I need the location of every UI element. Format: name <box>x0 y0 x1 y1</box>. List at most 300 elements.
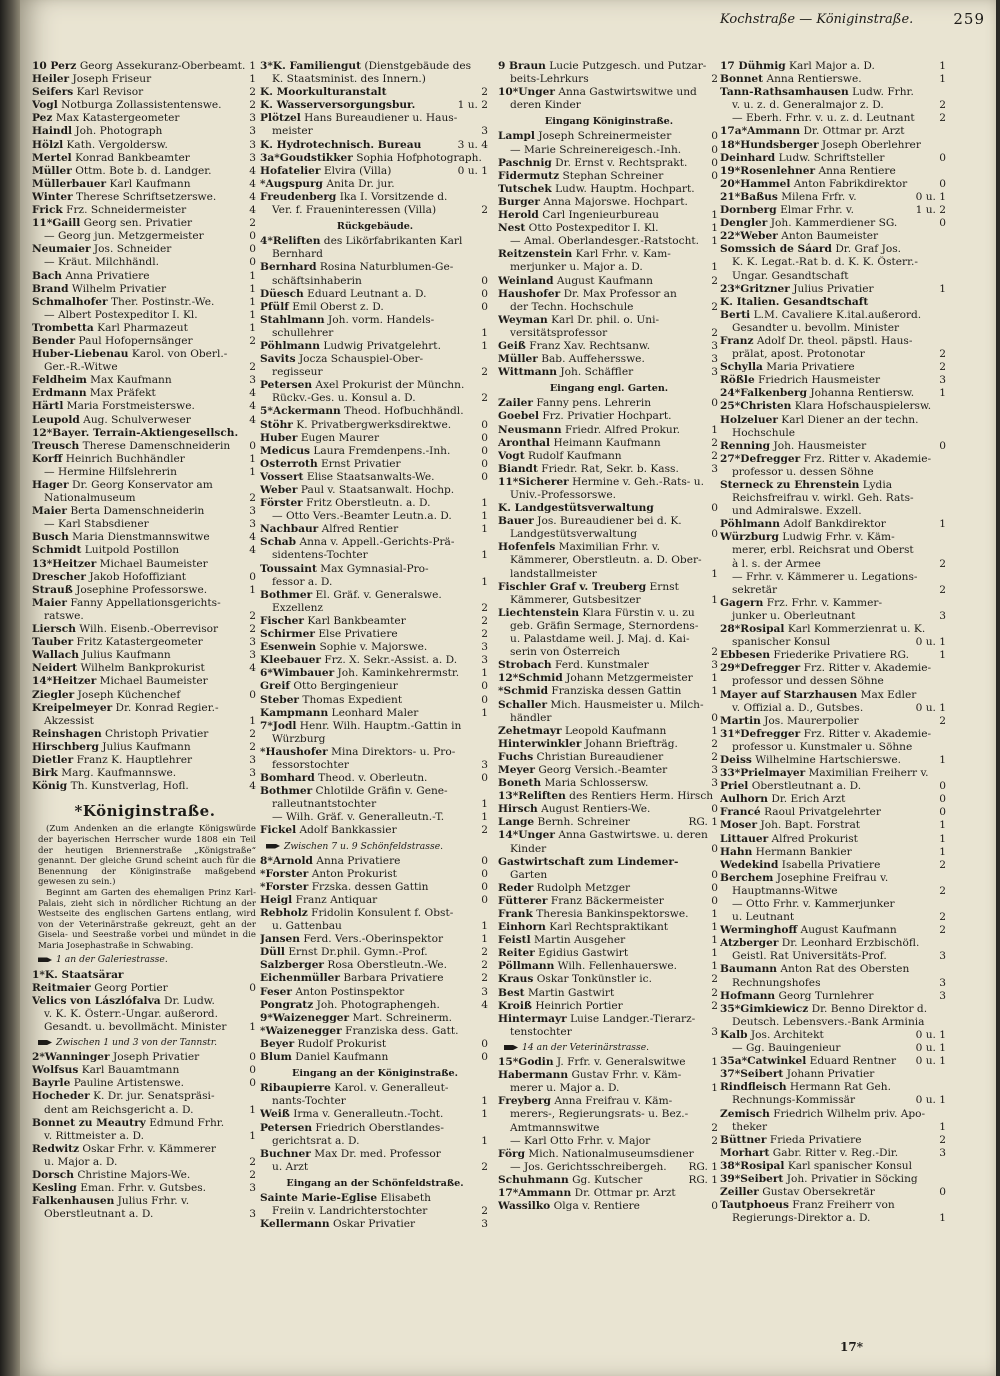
entry-detail: Klara Hofschauspielersw. <box>794 400 932 413</box>
floor-number: 1 <box>939 649 946 662</box>
entry-detail: Chlotilde Gräfin v. Gene- <box>315 785 448 798</box>
entry-name: Stahlmann <box>260 313 325 326</box>
entry-detail: Else Privatiere <box>318 628 398 641</box>
entry-detail: Friedr. Rat, Sekr. b. Kass. <box>541 462 679 475</box>
entry-detail: Wilhelmine Hartschierswe. <box>755 753 902 766</box>
entry-detail: Anna Majorswe. Hochpart. <box>543 195 688 208</box>
directory-entry <box>32 584 258 597</box>
entry-detail: Maria Forstmeisterswe. <box>66 400 195 413</box>
floor-number: 3 <box>711 462 718 475</box>
entry-name: Heigl <box>260 893 293 906</box>
entry-detail: Therese Damenschneiderin <box>82 439 231 452</box>
directory-entry <box>32 995 258 1008</box>
directory-entry <box>498 209 720 222</box>
floor-number: 2 <box>939 99 946 112</box>
entry-detail: Olga v. Rentiere <box>553 1200 640 1213</box>
entry-detail: Karl Revisor <box>76 86 144 99</box>
floor-number: 0 <box>481 300 488 313</box>
entry-name: Sainte Marie-Eglise <box>260 1191 378 1204</box>
entry-name: Deiss <box>720 753 752 766</box>
directory-entry <box>720 1173 948 1186</box>
floor-number: 0 <box>711 803 718 816</box>
directory-entry <box>260 933 490 946</box>
entry-detail: Mina Direktors- u. Pro- <box>331 745 456 758</box>
floor-number: 3 <box>939 950 946 963</box>
directory-entry <box>498 921 720 934</box>
directory-entry <box>260 314 490 327</box>
entry-name: 6*Wimbauer <box>260 667 335 680</box>
entry-name: Pongratz <box>260 998 314 1011</box>
directory-entry <box>260 235 490 248</box>
entry-detail: Nationalmuseum <box>44 492 136 505</box>
entry-detail: Ernst Dr.phil. Gymn.-Prof. <box>288 946 428 959</box>
floor-number: 3 <box>939 1146 946 1159</box>
directory-entry <box>498 973 720 986</box>
entry-name: Kroiß <box>498 999 532 1012</box>
street-title: *Königinstraße. <box>74 802 216 821</box>
entry-detail: merers-, Regierungsrats- u. Bez.- <box>510 1108 689 1121</box>
entry-name: Reinshagen <box>32 727 102 740</box>
directory-entry <box>32 217 258 230</box>
entry-detail: Jos. Bureaudiener bei d. K. <box>537 515 682 528</box>
entry-name: Habermann <box>498 1069 569 1082</box>
entry-detail: Berta Damenschneiderin <box>70 505 205 518</box>
directory-entry-continuation <box>260 759 490 772</box>
entry-detail: — Marie Schreinereigesch.-Inh. <box>510 143 682 156</box>
floor-number: 1 <box>481 1108 488 1121</box>
entry-name: 31*Defregger <box>720 727 801 740</box>
directory-entry <box>720 361 948 374</box>
entry-detail: schullehrer <box>272 326 334 339</box>
directory-entry <box>32 165 258 178</box>
entry-detail: serin von Österreich <box>510 646 621 659</box>
floor-number: 0 u. 1 <box>915 1042 946 1055</box>
entry-detail: K. K. Legat.-Rat b. d. K. K. Österr.- <box>732 256 918 269</box>
directory-entry <box>260 628 490 641</box>
entry-list <box>32 1051 258 1221</box>
entry-name: *Schmid <box>498 685 548 698</box>
directory-entry <box>498 130 720 143</box>
entry-detail: Anita Dr. jur. <box>326 177 395 190</box>
floor-number: 2 <box>711 436 718 449</box>
entry-detail: Bab. Auffehersswe. <box>541 353 645 366</box>
entry-detail: Max Edler <box>860 688 917 701</box>
directory-entry <box>32 741 258 754</box>
floor-number: 2 <box>249 1155 256 1168</box>
entry-name: Hofatelier <box>260 164 321 177</box>
directory-entry-continuation <box>260 125 490 138</box>
entry-name: Fuchs <box>498 750 534 763</box>
entry-name: Weber <box>260 484 298 496</box>
directory-entry <box>720 230 948 243</box>
floor-number: 1 <box>711 672 718 685</box>
entry-name: Mertel <box>32 151 72 164</box>
directory-entry <box>498 1069 720 1082</box>
entry-name: Salzberger <box>260 959 325 972</box>
entry-name: Tutschek <box>498 182 552 195</box>
floor-number: 1 u. 2 <box>457 99 488 112</box>
entry-name: Herold <box>498 209 539 222</box>
entry-name: Lampl <box>498 130 535 143</box>
entry-detail: fessorstochter <box>272 758 349 771</box>
directory-entry-continuation <box>720 977 948 990</box>
entry-detail: Pauline Artistenswe. <box>73 1077 185 1090</box>
entry-name: Blum <box>260 1051 292 1064</box>
directory-entry <box>260 563 490 576</box>
directory-entry <box>720 374 948 387</box>
entry-list <box>720 60 948 1225</box>
entry-detail: Karl Bauamtmann <box>81 1064 180 1077</box>
floor-number: 2 <box>939 361 946 374</box>
entry-name: Nest <box>498 222 526 235</box>
directory-entry <box>260 1082 490 1095</box>
floor-number: 2 <box>939 1133 946 1146</box>
floor-number: 4 <box>249 177 256 190</box>
entry-detail: K. Staatsminist. des Innern.) <box>272 73 426 86</box>
entry-list <box>32 60 258 793</box>
directory-entry <box>260 340 490 353</box>
directory-entry <box>498 607 720 620</box>
entry-detail: der Techn. Hochschule <box>510 300 634 313</box>
directory-entry <box>32 1077 258 1090</box>
directory-entry-continuation <box>32 1008 258 1021</box>
entry-detail: K. Dr. jur. Senatspräsi- <box>93 1090 215 1103</box>
directory-entry <box>498 235 720 248</box>
directory-entry <box>260 1108 490 1121</box>
directory-entry-continuation <box>720 636 948 649</box>
directory-entry-continuation <box>720 427 948 440</box>
entry-detail: Max Dr. med. Professor <box>314 1147 441 1160</box>
directory-entry <box>260 772 490 785</box>
entry-detail: Joseph Friseur <box>72 73 152 86</box>
entry-detail: Lydia <box>862 479 893 491</box>
floor-number: 0 <box>711 894 718 907</box>
floor-number: 3 <box>249 112 256 125</box>
entry-name: Frank <box>498 908 533 920</box>
entry-detail: des Rentiers Herm. Hirsch <box>569 790 714 803</box>
floor-number: 0 <box>249 230 256 243</box>
directory-entry-continuation <box>498 261 720 274</box>
entry-detail: Joseph Privatier <box>113 1051 200 1064</box>
directory-entry <box>260 680 490 693</box>
directory-entry <box>260 484 490 497</box>
directory-entry <box>32 152 258 165</box>
entry-detail: landstallmeister <box>510 567 597 580</box>
directory-entry-continuation <box>720 322 948 335</box>
entry-detail: Klara Fürstin v. u. zu <box>582 606 695 619</box>
entry-detail: Carl Ingenieurbureau <box>542 209 659 222</box>
entry-name: Wittmann <box>498 366 558 379</box>
entry-detail: Christoph Privatier <box>105 727 209 740</box>
directory-entry-continuation <box>32 610 258 623</box>
directory-entry <box>498 1122 720 1135</box>
entry-name: Korff <box>32 452 63 465</box>
entry-name: Würzburg <box>720 531 779 544</box>
entry-name: Deinhard <box>720 151 776 164</box>
directory-entry-continuation <box>260 920 490 933</box>
directory-entry-continuation <box>498 489 720 502</box>
floor-number: 2 <box>939 583 946 596</box>
directory-entry <box>720 584 948 597</box>
entry-detail: Rosa Oberstleutn.-We. <box>327 959 447 972</box>
entry-name: Trombetta <box>32 321 94 334</box>
floor-number: 3 <box>249 1182 256 1195</box>
floor-number: 2 <box>711 1121 718 1134</box>
entry-detail: merjunker u. Major a. D. <box>510 261 643 274</box>
directory-entry-continuation <box>498 99 720 112</box>
entry-name: Fickel <box>260 824 297 837</box>
entry-detail: Jocza Schauspiel-Ober- <box>298 353 424 366</box>
entry-name: 11*Gaill <box>32 217 81 230</box>
directory-entry <box>498 803 720 816</box>
floor-number: 1 <box>249 60 256 72</box>
entry-name: Weyman <box>498 313 548 326</box>
entry-detail: Würzburg <box>272 732 326 745</box>
floor-number: 2 <box>711 750 718 763</box>
floor-number: 2 <box>481 392 488 405</box>
directory-entry <box>32 191 258 204</box>
directory-entry <box>720 728 948 741</box>
entry-detail: Julius Kaufmann <box>82 649 171 662</box>
entry-name: Müllerbauer <box>32 177 107 190</box>
entry-name: Zemisch <box>720 1107 770 1120</box>
floor-number: 0 <box>481 418 488 431</box>
floor-number: 2 <box>711 274 718 287</box>
directory-entry <box>498 987 720 1000</box>
floor-number: 2 <box>249 334 256 347</box>
entry-detail: schäftsinhaberin <box>272 274 362 287</box>
entry-name: Einhorn <box>498 921 546 934</box>
directory-entry <box>32 982 258 995</box>
floor-number: 0 <box>481 880 488 893</box>
entry-detail: — Wilh. Gräf. v. Generalleutn.-T. <box>272 811 445 824</box>
floor-number: 1 <box>481 706 488 719</box>
entry-name: Strauß <box>32 583 73 596</box>
entry-name: Frick <box>32 204 63 217</box>
floor-number: 0 <box>711 130 718 143</box>
directory-entry <box>32 662 258 675</box>
floor-number: 3 <box>249 505 256 518</box>
entry-name: 11*Sicherer <box>498 475 569 488</box>
floor-number: 2 <box>481 1160 488 1173</box>
directory-entry <box>720 898 948 911</box>
entry-detail: Egidius Gastwirt <box>538 947 629 960</box>
entry-list <box>498 60 720 1213</box>
entry-detail: Dr. Graf Jos. <box>835 243 902 256</box>
entry-detail: Karl Diener an der techn. <box>781 413 919 426</box>
entry-name: Lange <box>498 816 535 829</box>
entry-name: Schmidt <box>32 544 82 557</box>
entry-detail: Anton Rat des Obersten <box>780 963 910 976</box>
floor-number: 2 <box>481 204 488 217</box>
entry-name: Buchner <box>260 1147 311 1160</box>
entry-detail: Oberstleutnant a. D. <box>751 780 862 793</box>
floor-number: 1 <box>249 1103 256 1116</box>
entry-detail: Friedr. Alfred Prokur. <box>564 423 680 436</box>
entry-name: Hirsch <box>498 803 538 816</box>
directory-entry-continuation <box>32 361 258 374</box>
entry-detail: Heinrich Portier <box>535 999 623 1012</box>
entry-name: Ziegler <box>32 688 75 701</box>
entry-detail: August Kaufmann <box>800 924 897 937</box>
floor-number: 1 <box>939 518 946 531</box>
entry-name: Eichenmüller <box>260 972 340 985</box>
directory-entry <box>720 217 948 230</box>
floor-number: 0 <box>711 881 718 894</box>
entry-detail: Franziska dess. Gatt. <box>345 1024 459 1037</box>
floor-number: 1 <box>481 510 488 523</box>
floor-number: 0 <box>711 143 718 156</box>
entry-detail: Rudolf Kaufmann <box>528 449 622 462</box>
floor-number: 0 <box>939 793 946 806</box>
directory-entry <box>260 720 490 733</box>
entry-name: Ribaupierre <box>260 1082 331 1095</box>
entry-detail: Karl Rechtspraktikant <box>549 921 669 934</box>
floor-number: 0 u. 1 <box>915 1055 946 1068</box>
directory-entry-continuation <box>32 1104 258 1117</box>
entry-name: Schab <box>260 536 297 549</box>
entry-detail: u. Arzt <box>272 1160 309 1173</box>
entry-name: 2*Wanninger <box>32 1051 110 1064</box>
entry-name: Hirschberg <box>32 740 99 753</box>
floor-number: 4 <box>249 413 256 426</box>
entry-detail: — Otto Frhr. v. Kammerjunker <box>732 898 895 910</box>
entry-name: Rebholz <box>260 907 308 919</box>
floor-number: 1 <box>481 549 488 562</box>
directory-entry <box>498 646 720 659</box>
floor-number: 0 <box>939 217 946 230</box>
directory-entry <box>260 785 490 798</box>
entry-detail: Johann Privatier <box>786 1068 875 1081</box>
entry-name: Kleebauer <box>260 654 322 667</box>
directory-entry <box>720 335 948 348</box>
entry-detail: Frz. Privatier Hochpart. <box>542 410 672 423</box>
entry-name: 17*Ammann <box>498 1186 572 1199</box>
directory-entry <box>720 806 948 819</box>
directory-entry <box>260 419 490 432</box>
directory-entry-continuation <box>260 576 490 589</box>
entry-detail: Michael Baumeister <box>99 557 208 570</box>
floor-number: 3 <box>939 609 946 622</box>
floor-number: 0 <box>711 711 718 724</box>
directory-entry <box>498 699 720 712</box>
entry-detail: Univ.-Professorswe. <box>510 489 617 501</box>
page-number: 259 <box>953 10 985 28</box>
directory-entry <box>260 641 490 654</box>
entry-detail: Ferd. Vers.-Oberinspektor <box>303 933 444 946</box>
entry-name: Berti <box>720 308 751 321</box>
entry-name: Hölzl <box>32 138 64 151</box>
directory-entry <box>498 1200 720 1213</box>
entry-detail: Isabella Privatiere <box>781 858 881 871</box>
entry-detail: Anna Privatiere <box>316 854 401 867</box>
section-heading: Eingang an der Königinstraße. <box>292 1068 458 1080</box>
entry-name: Kesling <box>32 1182 77 1195</box>
directory-entry <box>498 366 720 379</box>
entry-detail: Josephine Freifrau v. <box>776 871 889 884</box>
directory-entry-continuation <box>260 248 490 261</box>
entry-name: Esenwein <box>260 641 317 654</box>
directory-entry <box>260 445 490 458</box>
entry-detail: Joseph Schreinermeister <box>538 130 672 143</box>
directory-entry-continuation <box>498 843 720 856</box>
entry-name: Erdmann <box>32 387 87 400</box>
entry-detail: Oskar Privatier <box>332 1218 416 1231</box>
entry-name: Liersch <box>32 623 76 636</box>
floor-number: 3 <box>711 1025 718 1038</box>
entry-name: Neidert <box>32 662 78 675</box>
entry-detail: sekretär <box>732 583 778 596</box>
entry-name: Atzberger <box>720 937 779 950</box>
floor-number: 3 <box>249 138 256 151</box>
directory-entry-continuation <box>498 327 720 340</box>
directory-entry <box>498 1148 720 1161</box>
directory-entry <box>260 824 490 837</box>
entry-detail: Ernst <box>649 580 679 593</box>
entry-name: 25*Christen <box>720 400 792 413</box>
floor-number: 0 <box>939 151 946 164</box>
entry-detail: Georg Portier <box>94 981 168 994</box>
directory-entry-continuation <box>260 1135 490 1148</box>
floor-number: 2 <box>481 628 488 641</box>
floor-number: 1 <box>711 921 718 934</box>
entry-detail: meister <box>272 125 313 138</box>
entry-name: Vossert <box>260 470 304 483</box>
floor-number: 2 <box>481 366 488 379</box>
floor-number: 1 <box>939 282 946 295</box>
directory-entry-continuation <box>720 1212 948 1225</box>
directory-entry-continuation <box>32 715 258 728</box>
entry-name: Martin <box>720 714 761 727</box>
entry-name: 13*Reliften <box>498 790 566 803</box>
floor-number: 0 <box>939 806 946 819</box>
entry-name: Wallach <box>32 649 79 662</box>
directory-entry <box>720 911 948 924</box>
entry-name: Plötzel <box>260 112 301 125</box>
entry-name: Hager <box>32 479 69 491</box>
entry-detail: Joseph Oberlehrer <box>821 138 921 151</box>
entry-detail: professor u. dessen Söhne <box>732 465 874 478</box>
floor-number: 0 <box>481 431 488 444</box>
entry-name: 4*Reliften <box>260 235 321 248</box>
floor-number: 1 <box>711 593 718 606</box>
directory-entry <box>498 908 720 921</box>
entry-detail: Frz. Ritter v. Akademie- <box>803 452 932 465</box>
entry-detail: Garten <box>510 868 548 881</box>
floor-number: 4 <box>249 544 256 557</box>
entry-name: Fischer <box>260 614 304 627</box>
entry-detail: Hochschule <box>732 426 796 439</box>
directory-entry <box>32 1117 258 1130</box>
directory-entry <box>498 515 720 528</box>
entry-detail: Josephine Professorswe. <box>76 583 208 596</box>
entry-name: 12*Schmid <box>498 672 563 685</box>
directory-entry <box>32 86 258 99</box>
entry-detail: Luitpold Postillon <box>84 544 180 557</box>
floor-number: 0 <box>711 1200 718 1213</box>
floor-number: 3 <box>481 641 488 654</box>
entry-detail: beits-Lehrkurs <box>510 73 589 86</box>
entry-detail: Gesandter u. bevollm. Minister <box>732 321 900 334</box>
floor-number: 0 <box>939 439 946 452</box>
directory-entry <box>498 581 720 594</box>
entry-name: Neusmann <box>498 423 562 436</box>
entry-detail: Akzessist <box>44 714 94 727</box>
directory-entry <box>260 497 490 510</box>
entry-detail: Alfred Rentier <box>321 523 399 536</box>
entry-detail: Fritz Katastergeometer <box>76 636 203 649</box>
floor-number: 0 <box>481 287 488 300</box>
